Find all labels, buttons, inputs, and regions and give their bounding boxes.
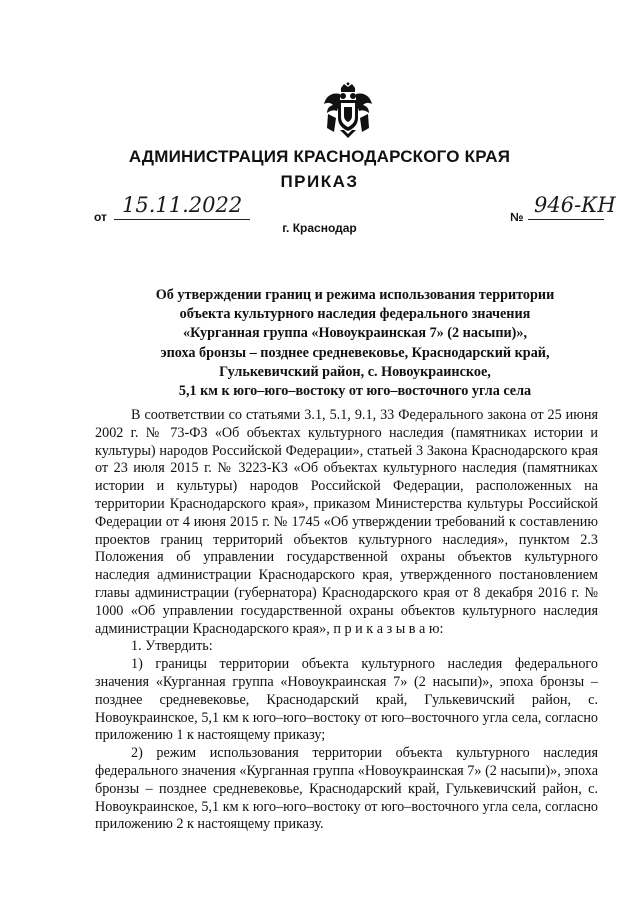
title-line: Гулькевичский район, с. Новоукраинское, <box>219 363 491 380</box>
number-handwritten: 946-КН <box>534 193 616 217</box>
date-label: от <box>94 210 107 224</box>
title-line: Об утверждении границ и режима использования территории <box>155 287 555 303</box>
title-line: эпоха бронзы – позднее средневековье, Краснодарский край, <box>160 344 550 361</box>
body-paragraph: В соответствии со статьями 3.1, 5.1, 9.1, 33 Федерального закона от 25 июня 2002 г. № 73-ФЗ «Об объектах культурного наследия (памятниках истории и культуры) народов Российской Федерации», статьей 3 Закона Краснодарского края от 23 июля 2015 г. № 3223-КЗ «Об объектах культурного наследия (памятниках истории и культуры) народов Российской Федерации, расположенных на территории Краснодарского края», приказом Министерства культуры Российской Федерации от 4 июня 2015 г. № 1745 «Об утверждении требований к составлению проектов границ территорий объектов культурного наследия», пунктом 2.3 Положения об управлении государственной охраны объектов культурного наследия администрации Краснодарского края, утвержденного постановлением главы администрации (губернатора) Краснодарского края от 8 декабря 2016 г. № 1000 «Об управлении государственной охраны объектов культурного наследия администрации Краснодарского края», п р и к а з ы в а ю: <box>95 407 598 637</box>
title-line: «Курганная группа «Новоукраинская 7» (2 насыпи)», <box>182 325 528 342</box>
title-line: 5,1 км к юго–юго–востоку от юго–восточного угла села <box>178 383 532 400</box>
coat-of-arms-icon <box>322 82 374 140</box>
body-paragraph: 1. Утвердить: <box>131 638 213 655</box>
body-paragraph: 1) границы территории объекта культурного наследия федерального значения «Курганная группа «Новоукраинская 7» (2 насыпи)», эпоха бронзы – позднее средневековье, Краснодарский край, Гулькевичский район, с. Новоукраинское, 5,1 км к юго–юго–востоку от юго–восточного угла села, согласно приложению 1 к настоящему приказу; <box>95 656 598 744</box>
city: г. Краснодар <box>282 221 357 235</box>
agency-name: АДМИНИСТРАЦИЯ КРАСНОДАРСКОГО КРАЯ <box>128 147 511 166</box>
document-title <box>120 286 590 401</box>
date-handwritten: 15.11.2022 <box>122 193 243 217</box>
document-type: ПРИКАЗ <box>280 172 359 191</box>
date-underline <box>114 219 250 220</box>
title-line: объекта культурного наследия федерального значения <box>179 306 531 323</box>
number-underline <box>528 219 604 220</box>
number-label: № <box>510 210 524 224</box>
document-body <box>95 407 598 834</box>
body-paragraph: 2) режим использования территории объекта культурного наследия федерального значения «Курганная группа «Новоукраинская 7» (2 насыпи)», эпоха бронзы – позднее средневековье, Краснодарский край, Гулькевичский район, с. Новоукраинское, 5,1 км к юго–юго–востоку от юго–восточного угла села, согласно приложению 2 к настоящему приказу. <box>95 745 598 833</box>
